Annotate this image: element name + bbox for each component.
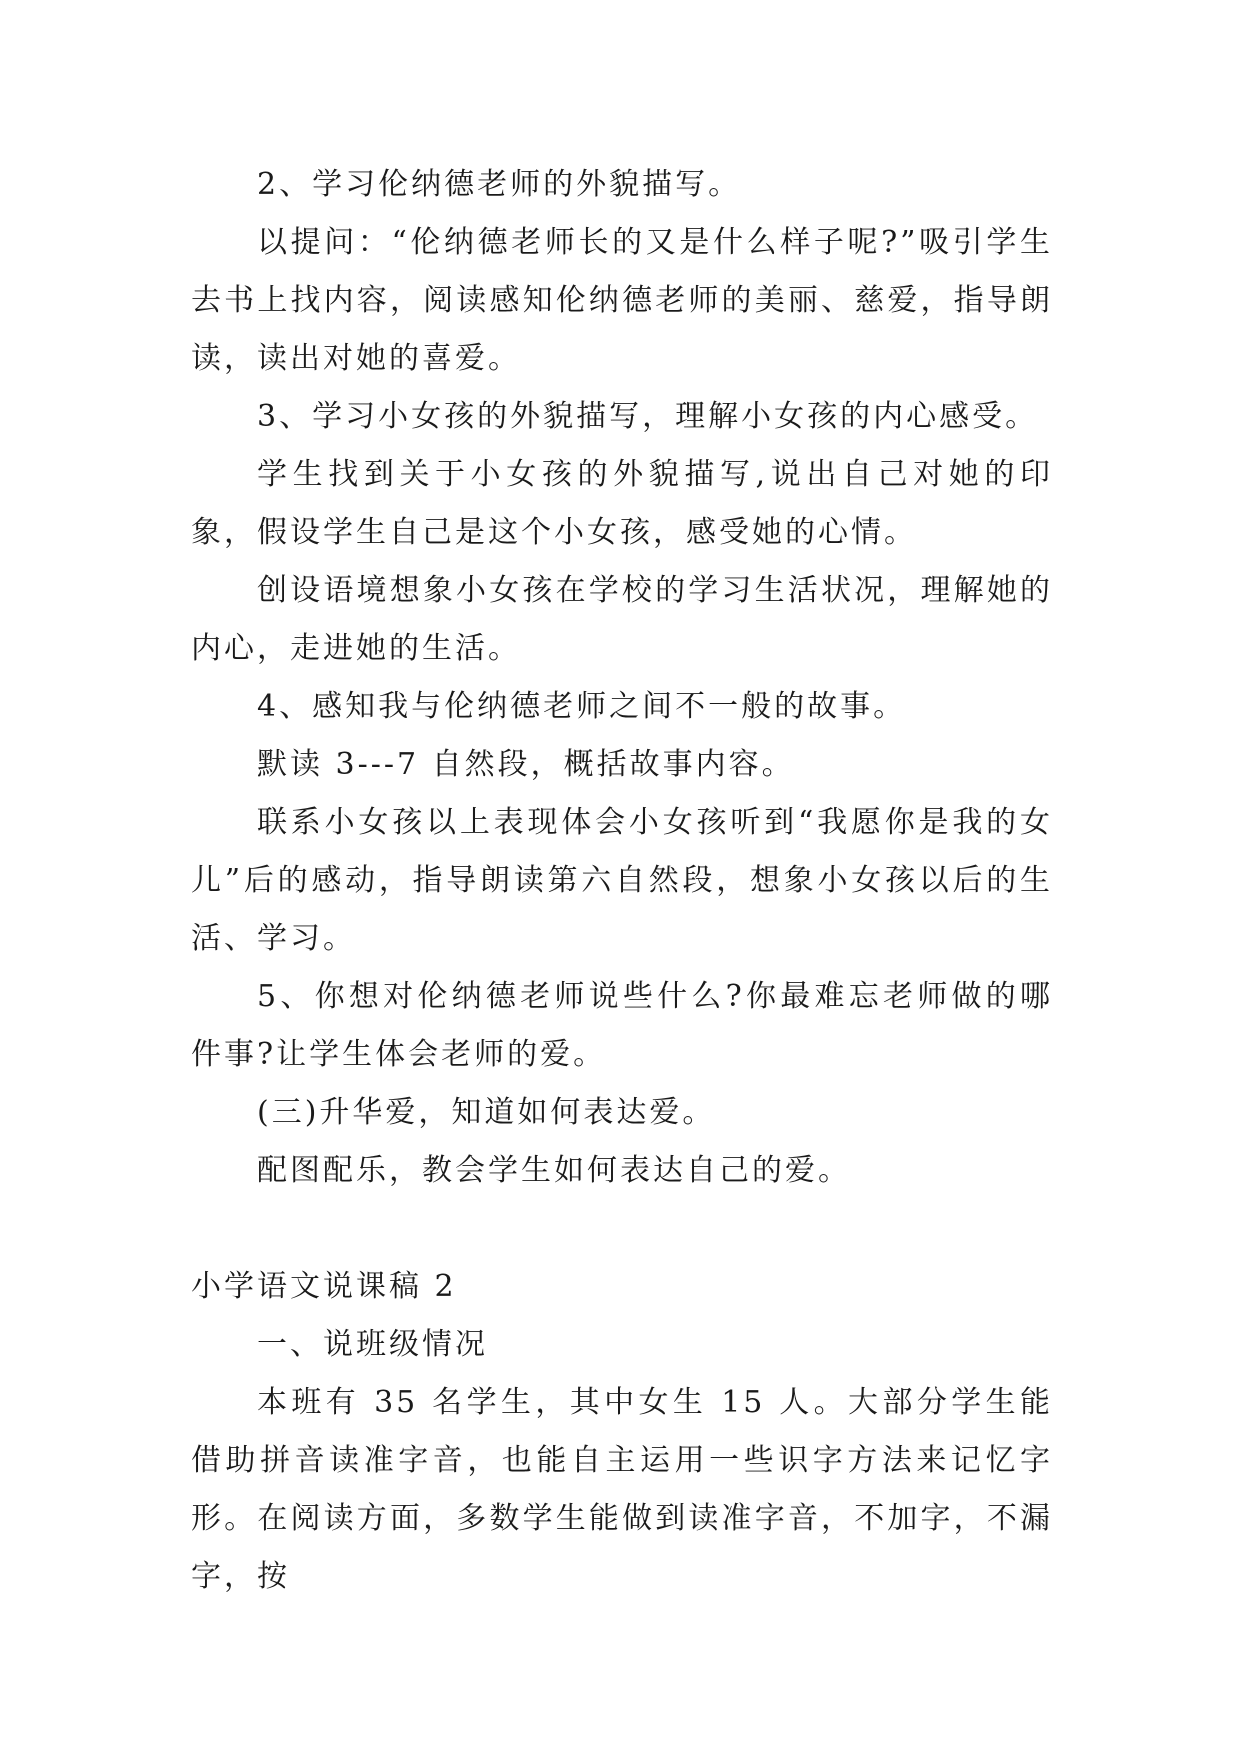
paragraph: 学生找到关于小女孩的外貌描写,说出自己对她的印象，假设学生自己是这个小女孩，感受她的心情。	[191, 457, 1053, 550]
paragraph: 联系小女孩以上表现体会小女孩听到“我愿你是我的女儿”后的感动，指导朗读第六自然段，想象小女孩以后的生活、学习。	[191, 805, 1053, 956]
paragraph: 创设语境想象小女孩在学校的学习生活状况，理解她的内心，走进她的生活。	[191, 573, 1053, 666]
paragraph: 默读 3---7 自然段，概括故事内容。	[257, 747, 795, 782]
paragraph: 本班有 35 名学生，其中女生 15 人。大部分学生能借助拼音读准字音，也能自主运用一些识字方法来记忆字形。在阅读方面，多数学生能做到读准字音，不加字，不漏字，按	[191, 1385, 1053, 1594]
paragraph: 4、感知我与伦纳德老师之间不一般的故事。	[257, 689, 907, 724]
section-title: 小学语文说课稿 2	[191, 1269, 457, 1304]
paragraph: 一、说班级情况	[257, 1327, 488, 1362]
paragraph: 配图配乐，教会学生如何表达自己的爱。	[257, 1153, 851, 1188]
paragraph: (三)升华爱，知道如何表达爱。	[257, 1095, 716, 1130]
paragraph: 2、学习伦纳德老师的外貌描写。	[257, 167, 742, 202]
paragraph: 3、学习小女孩的外貌描写，理解小女孩的内心感受。	[257, 399, 1039, 434]
paragraph: 以提问：“伦纳德老师长的又是什么样子呢?”吸引学生去书上找内容，阅读感知伦纳德老师的美丽、慈爱，指导朗读，读出对她的喜爱。	[191, 225, 1053, 376]
document-body	[191, 156, 1053, 1606]
paragraph: 5、你想对伦纳德老师说些什么?你最难忘老师做的哪件事?让学生体会老师的爱。	[191, 979, 1053, 1072]
